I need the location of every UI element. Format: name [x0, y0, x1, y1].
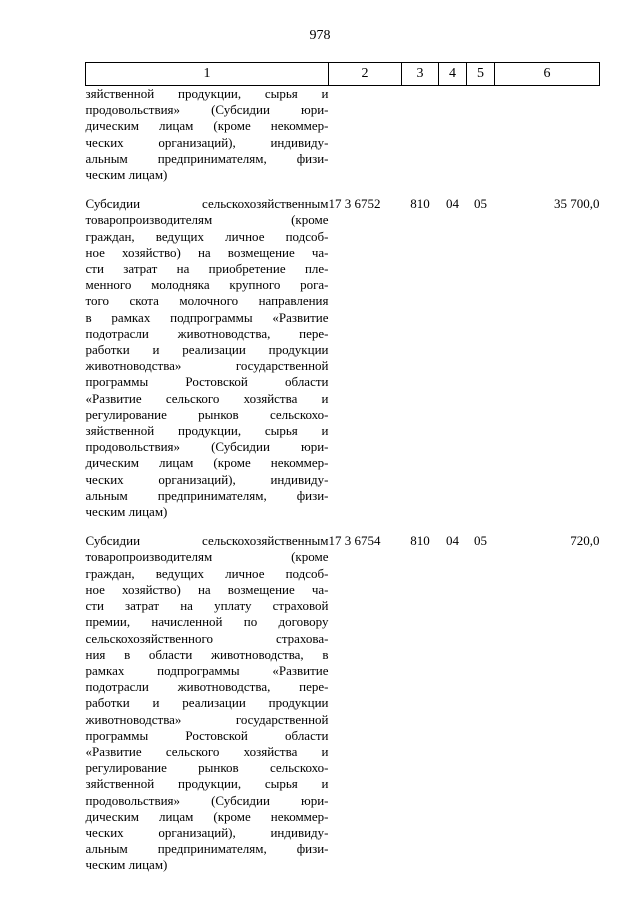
amount-cell: 35 700,0	[554, 196, 600, 212]
description-line: того скота молочного направления	[85, 293, 329, 309]
column-header-3: 3	[402, 63, 439, 86]
description-line: животноводства» государственной	[85, 711, 329, 727]
budget-table	[85, 62, 600, 874]
section-cell: 04	[446, 533, 459, 549]
description-line: продовольствия» (Субсидии юри-	[85, 439, 329, 455]
subsection-cell: 05	[474, 533, 487, 549]
description-line: «Развитие сельского хозяйства и	[85, 390, 329, 406]
column-header-5: 5	[467, 63, 495, 86]
expense-type-cell: 810	[410, 533, 430, 549]
description-line: регулирование рынков сельскохо-	[85, 760, 329, 776]
description-cell	[86, 533, 329, 873]
description-line: ния в области животноводства, в	[85, 646, 329, 662]
description-line: продовольствия» (Субсидии юри-	[85, 102, 329, 118]
description-line: ческим лицам)	[85, 504, 168, 520]
description-line: рамках подпрограммы «Развитие	[85, 662, 329, 678]
description-line: «Развитие сельского хозяйства и	[85, 743, 329, 759]
column-header-2: 2	[329, 63, 402, 86]
description-line: альным предпринимателям, физи-	[85, 841, 329, 857]
row-spacer-cell	[86, 520, 600, 533]
description-line: ное хозяйство) на возмещение ча-	[85, 244, 329, 260]
description-cell	[86, 86, 329, 184]
description-line: сти затрат на уплату страховой	[85, 598, 329, 614]
description-line: работки и реализации продукции	[85, 695, 329, 711]
description-line: подотрасли животноводства, пере-	[85, 325, 329, 341]
description-line: Субсидии сельскохозяйственным	[85, 196, 329, 212]
description-line: дическим лицам (кроме некоммер-	[85, 808, 329, 824]
section-cell: 04	[446, 196, 459, 212]
target-article-code-cell	[329, 86, 402, 184]
table-row	[86, 196, 600, 520]
description-cell	[86, 196, 329, 520]
description-line: дическим лицам (кроме некоммер-	[85, 455, 329, 471]
description-line: альным предпринимателям, физи-	[85, 150, 329, 166]
amount-cell: 720,0	[570, 533, 600, 549]
expense-type-cell	[402, 86, 439, 184]
description-line: программы Ростовской области	[85, 374, 329, 390]
description-line: в рамках подпрограммы «Развитие	[85, 309, 329, 325]
subsection-cell	[467, 86, 495, 184]
section-cell	[439, 86, 467, 184]
description-line: зяйственной продукции, сырья и	[85, 86, 329, 101]
target-article-code-cell: 17 3 6754	[328, 533, 381, 549]
description-line: программы Ростовской области	[85, 727, 329, 743]
description-line: ческим лицам)	[85, 167, 168, 183]
description-line: зяйственной продукции, сырья и	[85, 776, 329, 792]
description-line: зяйственной продукции, сырья и	[85, 423, 329, 439]
description-line: Субсидии сельскохозяйственным	[85, 533, 329, 549]
description-line: животноводства» государственной	[85, 358, 329, 374]
table-row	[86, 86, 600, 184]
amount-cell	[495, 86, 600, 184]
description-line: подотрасли животноводства, пере-	[85, 679, 329, 695]
description-line: товаропроизводителям (кроме	[85, 212, 329, 228]
description-line: ческих организаций), индивиду-	[85, 134, 329, 150]
column-header-4: 4	[439, 63, 467, 86]
page-number: 978	[309, 28, 331, 43]
row-spacer	[86, 520, 600, 533]
description-line: дическим лицам (кроме некоммер-	[85, 118, 329, 134]
description-line: работки и реализации продукции	[85, 342, 329, 358]
description-line: альным предпринимателям, физи-	[85, 487, 329, 503]
row-spacer	[86, 183, 600, 196]
subsection-cell: 05	[474, 196, 487, 212]
description-line: ческим лицам)	[85, 857, 168, 873]
row-spacer-cell	[86, 183, 600, 196]
description-line: продовольствия» (Субсидии юри-	[85, 792, 329, 808]
table-header-row	[86, 63, 600, 86]
table-body	[86, 86, 600, 874]
expense-type-cell: 810	[410, 196, 430, 212]
description-line: сельскохозяйственного страхова-	[85, 630, 329, 646]
description-line: ческих организаций), индивиду-	[85, 471, 329, 487]
description-line: сти затрат на приобретение пле-	[85, 261, 329, 277]
description-line: менного молодняка крупного рога-	[85, 277, 329, 293]
description-line: премии, начисленной по договору	[85, 614, 329, 630]
description-line: товаропроизводителям (кроме	[85, 549, 329, 565]
column-header-1: 1	[86, 63, 329, 86]
table-row	[86, 533, 600, 873]
description-line: ное хозяйство) на возмещение ча-	[85, 581, 329, 597]
description-line: регулирование рынков сельскохо-	[85, 406, 329, 422]
target-article-code-cell: 17 3 6752	[328, 196, 381, 212]
description-line: граждан, ведущих личное подсоб-	[85, 228, 329, 244]
description-line: граждан, ведущих личное подсоб-	[85, 565, 329, 581]
column-header-6: 6	[495, 63, 600, 86]
description-line: ческих организаций), индивиду-	[85, 824, 329, 840]
